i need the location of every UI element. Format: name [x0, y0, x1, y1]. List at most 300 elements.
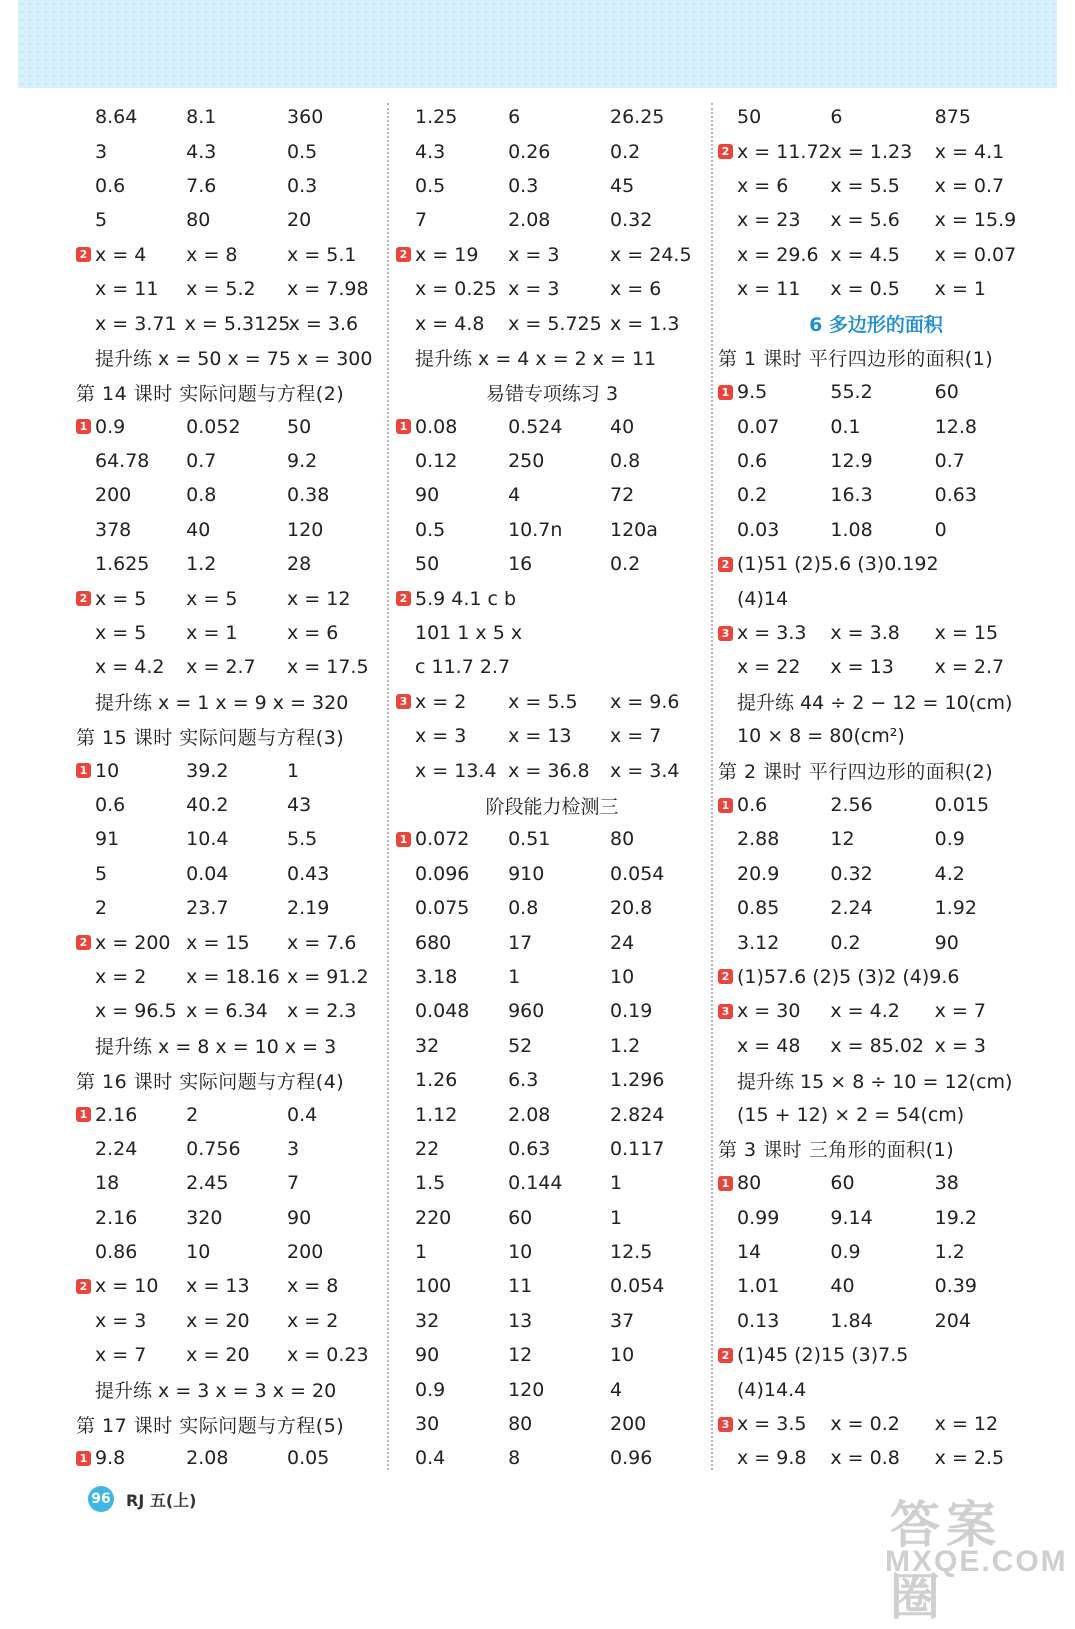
answer-cell: 0.05 [287, 1447, 330, 1470]
answer-cell: 0.26 [508, 140, 551, 163]
answer-row [718, 788, 1034, 822]
answer-cell: 32 [415, 1309, 440, 1332]
answer-cell: x = 2 [415, 690, 467, 713]
answer-cell: 1.26 [415, 1069, 458, 1092]
answer-cell: 90 [934, 931, 959, 954]
answer-cell: x = 2.7 [186, 656, 256, 679]
answer-row [76, 788, 384, 822]
question-number-badge: 1 [718, 798, 733, 813]
answer-cell: x = 13 [508, 725, 572, 748]
answer-row [718, 891, 1034, 925]
answer-cell: 32 [415, 1034, 440, 1057]
answer-cell: 1.01 [737, 1275, 780, 1298]
answer-column-1 [76, 100, 384, 1476]
unit-heading [718, 306, 1034, 340]
answer-cell: x = 2.7 [934, 656, 1005, 679]
answer-cell: x = 9.6 [610, 690, 680, 713]
question-marker [718, 1417, 737, 1432]
answer-cell: x = 7 [610, 725, 662, 748]
answer-cell: 0.9 [95, 415, 126, 438]
answer-row [76, 478, 384, 512]
answer-cell: 38 [934, 1172, 959, 1195]
answer-cell: x = 4.1 [934, 140, 1005, 163]
answer-cell: 4.3 [415, 140, 446, 163]
answer-cell: 9.2 [287, 450, 318, 473]
answer-row [76, 857, 384, 891]
answer-cell: x = 5.5 [830, 174, 900, 197]
lesson-heading [76, 1063, 384, 1097]
answer-cell: 10 [610, 1344, 635, 1367]
answer-cell: x = 5 [186, 587, 238, 610]
answer-row [718, 1269, 1034, 1303]
answer-cell: 20.8 [610, 897, 653, 920]
question-marker [76, 419, 95, 434]
answer-cell: 3 [95, 140, 108, 163]
answer-cell: x = 6 [737, 174, 789, 197]
question-marker [718, 1176, 737, 1191]
answer-cell: x = 200 [95, 931, 171, 954]
answer-cell: x = 36.8 [508, 759, 590, 782]
answer-row [76, 925, 384, 959]
answer-cell: x = 3.3 [737, 622, 807, 645]
answer-cell: 0.048 [415, 1000, 470, 1023]
answer-cell: 22 [415, 1137, 440, 1160]
question-number-badge: 1 [76, 1107, 91, 1122]
answer-cell: x = 1.3 [610, 312, 680, 335]
answer-cell: x = 24.5 [610, 243, 692, 266]
answer-cell: 72 [610, 484, 635, 507]
question-number-badge: 3 [718, 626, 733, 641]
question-marker [76, 247, 95, 262]
answer-cell: x = 15.9 [934, 209, 1017, 232]
answer-text: 阶段能力检测三 [485, 795, 619, 818]
answer-row [718, 960, 1034, 994]
answer-cell: x = 4 [95, 243, 147, 266]
answer-row [396, 994, 708, 1028]
answer-row [76, 994, 384, 1028]
answer-cell: x = 1.23 [830, 140, 913, 163]
answer-row [396, 1304, 708, 1338]
answer-cell: 2.56 [830, 794, 873, 816]
answer-cell: 3.18 [415, 965, 458, 988]
answer-cell: 0.8 [508, 897, 539, 920]
answer-cell: 7.6 [186, 174, 217, 197]
answer-cell: 1 [610, 1172, 623, 1195]
answer-cell: x = 85.02 [830, 1034, 925, 1057]
answer-row [396, 685, 708, 719]
answer-cell: x = 7.98 [287, 278, 369, 301]
answer-cell: 16 [508, 553, 533, 576]
answer-cell: 64.78 [95, 450, 150, 473]
answer-text: (15 + 12) × 2 = 54(cm) [737, 1103, 965, 1126]
lesson-heading [76, 1407, 384, 1441]
answer-cell: 52 [508, 1034, 533, 1057]
column-divider [711, 103, 713, 1470]
answer-cell: 0.756 [186, 1137, 241, 1160]
answer-cell: 60 [934, 381, 959, 404]
answer-cell: x = 5.725 [508, 312, 602, 335]
answer-row [76, 169, 384, 203]
answer-cell: 0.04 [186, 862, 229, 885]
answer-cell: x = 2.5 [934, 1447, 1005, 1470]
answer-text: 提升练 x = 8 x = 10 x = 3 [95, 1036, 337, 1059]
answer-cell: 0.096 [415, 862, 470, 885]
answer-cell: 60 [830, 1172, 855, 1195]
answer-cell: 0.054 [610, 1275, 665, 1298]
answer-cell: 200 [95, 484, 132, 507]
question-number-badge: 1 [396, 832, 411, 847]
answer-cell: 4.3 [186, 140, 217, 163]
answer-cell: 18 [95, 1172, 120, 1195]
answer-cell: 2.24 [830, 897, 873, 920]
answer-cell: 91 [95, 828, 120, 851]
answer-row [76, 1372, 384, 1406]
answer-column-2 [396, 100, 708, 1476]
answer-row [396, 925, 708, 959]
answer-cell: 0.9 [415, 1378, 446, 1401]
question-number-badge: 3 [718, 1004, 733, 1019]
answer-cell: 0.32 [830, 862, 873, 885]
answer-row [396, 857, 708, 891]
answer-cell: 9.8 [95, 1447, 126, 1470]
question-marker [76, 591, 95, 606]
answer-row [76, 616, 384, 650]
answer-cell: x = 48 [737, 1034, 801, 1057]
answer-cell: 10 [95, 759, 120, 782]
answer-cell: 0.4 [287, 1103, 318, 1126]
answer-cell: 40 [610, 415, 635, 438]
question-marker [396, 247, 415, 262]
answer-cell: 1 [508, 965, 521, 988]
answer-cell: 0.075 [415, 897, 470, 920]
answer-row [76, 1304, 384, 1338]
answer-row [718, 238, 1034, 272]
answer-cell: 1.84 [830, 1309, 873, 1332]
answer-cell: 12.8 [934, 415, 977, 438]
answer-row [718, 857, 1034, 891]
answer-cell: x = 7 [95, 1344, 147, 1367]
answer-cell: 378 [95, 518, 132, 541]
answer-cell: 0.2 [737, 484, 768, 507]
answer-cell: 0.9 [934, 828, 965, 851]
lesson-heading [76, 719, 384, 753]
answer-cell: 1.08 [830, 518, 873, 541]
answer-cell: x = 8 [287, 1275, 339, 1298]
answer-text: 提升练 x = 4 x = 2 x = 11 [415, 348, 657, 371]
answer-cell: 0.03 [737, 518, 780, 541]
answer-cell: 220 [415, 1206, 452, 1229]
answer-cell: x = 23 [737, 209, 801, 232]
answer-cell: x = 3.4 [610, 759, 680, 782]
answer-cell: 0.6 [95, 794, 126, 816]
answer-cell: x = 3 [934, 1034, 987, 1057]
answer-row [396, 238, 708, 272]
answer-text: 易错专项练习 3 [485, 382, 619, 405]
answer-row [396, 444, 708, 478]
answer-row [76, 1166, 384, 1200]
answer-cell: 90 [415, 1344, 440, 1367]
answer-cell: 0.63 [934, 484, 977, 507]
answer-row [76, 1338, 384, 1372]
answer-cell: 0.524 [508, 415, 563, 438]
answer-row [396, 134, 708, 168]
answer-cell: 1.5 [415, 1172, 446, 1195]
answer-row [396, 581, 708, 615]
practice-heading [396, 788, 708, 822]
answer-cell: 20.9 [737, 862, 780, 885]
answer-cell: 13 [508, 1309, 533, 1332]
answer-cell: 7 [415, 209, 428, 232]
answer-cell: 2.824 [610, 1103, 665, 1126]
page-number-badge: 96 [88, 1486, 114, 1512]
answer-cell: x = 5.1 [287, 243, 357, 266]
answer-row [396, 822, 708, 856]
answer-cell: 4 [508, 484, 521, 507]
question-marker [396, 419, 415, 434]
answer-cell: x = 5.6 [830, 209, 900, 232]
answer-row [396, 1372, 708, 1406]
answer-cell: 1 [610, 1206, 623, 1229]
answer-cell: x = 5.3125 [184, 312, 291, 335]
answer-cell: 250 [508, 450, 545, 473]
answer-cell: x = 12 [934, 1413, 999, 1436]
answer-row [718, 1063, 1034, 1097]
answer-cell: 23.7 [186, 897, 229, 920]
answer-cell: 0.3 [287, 174, 318, 197]
answer-row [718, 410, 1034, 444]
answer-cell: 0.8 [610, 450, 641, 473]
answer-row [718, 1338, 1034, 1372]
answer-cell: x = 30 [737, 1000, 801, 1023]
answer-text: 提升练 44 ÷ 2 − 12 = 10(cm) [737, 692, 1013, 715]
answer-cell: 40 [830, 1275, 855, 1298]
answer-cell: 50 [737, 106, 762, 129]
answer-row [76, 306, 384, 340]
answer-column-3 [718, 100, 1034, 1476]
answer-row [718, 1407, 1034, 1441]
answer-cell: x = 13 [830, 656, 894, 679]
answer-cell: 60 [508, 1206, 533, 1229]
answer-cell: 0.07 [737, 415, 780, 438]
answer-cell: x = 18.16 [186, 965, 280, 988]
answer-cell: x = 3.5 [737, 1413, 807, 1436]
answer-cell: 2.08 [508, 1103, 551, 1126]
answer-cell: 24 [610, 931, 635, 954]
answer-cell: 43 [287, 794, 312, 816]
answer-cell: 17 [508, 931, 533, 954]
answer-cell: 0.63 [508, 1137, 551, 1160]
answer-cell: 10.7n [508, 518, 563, 541]
answer-cell: 0.85 [737, 897, 780, 920]
answer-cell: 80 [508, 1413, 533, 1436]
answer-row [76, 891, 384, 925]
answer-row [718, 1372, 1034, 1406]
answer-cell: 5 [95, 209, 108, 232]
answer-row [76, 1269, 384, 1303]
answer-text: 提升练 15 × 8 ÷ 10 = 12(cm) [737, 1070, 1013, 1093]
answer-cell: 320 [186, 1206, 223, 1229]
answer-cell: 50 [415, 553, 440, 576]
answer-row [396, 1235, 708, 1269]
answer-cell: 0.144 [508, 1172, 563, 1195]
answer-cell: 875 [934, 106, 971, 129]
lesson-title: 第 15 课时 实际问题与方程(3) [76, 726, 345, 749]
question-number-badge: 1 [718, 1176, 733, 1191]
answer-row [718, 1304, 1034, 1338]
answer-cell: 0.052 [186, 415, 241, 438]
question-marker [718, 557, 737, 572]
answer-cell: x = 3 [508, 278, 560, 301]
answer-cell: 0.12 [415, 450, 458, 473]
answer-cell: 0.19 [610, 1000, 653, 1023]
answer-cell: 1.2 [186, 553, 217, 576]
answer-cell: 0.32 [610, 209, 653, 232]
answer-row [718, 1235, 1034, 1269]
answer-cell: 200 [287, 1241, 324, 1264]
answer-cell: 5 [95, 862, 108, 885]
question-number-badge: 2 [396, 247, 411, 262]
answer-cell: x = 9.8 [737, 1447, 807, 1470]
answer-row [718, 513, 1034, 547]
answer-cell: 0.08 [415, 415, 458, 438]
answer-cell: x = 15 [186, 931, 250, 954]
answer-row [718, 444, 1034, 478]
answer-cell: 12 [830, 828, 855, 851]
lesson-title: 第 1 课时 平行四边形的面积(1) [718, 348, 994, 371]
answer-cell: 2.19 [287, 897, 330, 920]
answer-cell: 0.7 [934, 450, 965, 473]
answer-text: (1)45 (2)15 (3)7.5 [737, 1344, 909, 1367]
question-number-badge: 2 [718, 969, 733, 984]
question-marker [396, 591, 415, 606]
answer-cell: x = 11 [95, 278, 159, 301]
answer-cell: x = 29.6 [737, 243, 819, 266]
lesson-title: 第 14 课时 实际问题与方程(2) [76, 382, 345, 405]
answer-cell: x = 2 [95, 965, 147, 988]
question-number-badge: 1 [718, 385, 733, 400]
answer-row [76, 547, 384, 581]
answer-cell: 200 [610, 1413, 647, 1436]
answer-cell: 2.08 [508, 209, 551, 232]
answer-row [718, 272, 1034, 306]
answer-row [396, 410, 708, 444]
answer-cell: 0 [934, 518, 947, 541]
watermark-url: MXQE.COM [885, 1545, 1068, 1578]
answer-cell: 12.5 [610, 1241, 653, 1264]
question-number-badge: 3 [718, 1417, 733, 1432]
answer-row [76, 1235, 384, 1269]
answer-row [76, 822, 384, 856]
answer-row [396, 616, 708, 650]
answer-cell: 0.5 [287, 140, 318, 163]
answer-row [718, 1166, 1034, 1200]
answer-cell: 1 [287, 759, 300, 782]
answer-cell: 19.2 [934, 1206, 977, 1229]
answer-cell: 910 [508, 862, 545, 885]
answer-cell: x = 11.72 [737, 140, 831, 163]
answer-row [718, 375, 1034, 409]
answer-cell: 9.5 [737, 381, 768, 404]
answer-cell: 8 [508, 1447, 521, 1470]
answer-cell: 2.16 [95, 1206, 138, 1229]
answer-cell: 0.4 [415, 1447, 446, 1470]
answer-cell: 14 [737, 1241, 762, 1264]
answer-cell: x = 17.5 [287, 656, 369, 679]
answer-cell: x = 96.5 [95, 1000, 177, 1023]
question-marker [76, 1107, 95, 1122]
answer-row [718, 203, 1034, 237]
answer-cell: 2.45 [186, 1172, 229, 1195]
answer-cell: x = 0.8 [830, 1447, 900, 1470]
lesson-title: 第 3 课时 三角形的面积(1) [718, 1139, 955, 1162]
watermark-text: 答案圈 [890, 1495, 1002, 1626]
answer-cell: 0.51 [508, 828, 551, 851]
answer-row [396, 1132, 708, 1166]
answer-cell: 80 [186, 209, 211, 232]
lesson-heading [76, 375, 384, 409]
answer-cell: 8.1 [186, 106, 217, 129]
answer-row [718, 925, 1034, 959]
answer-cell: 680 [415, 931, 452, 954]
answer-cell: 0.6 [737, 794, 768, 816]
answer-cell: 1 [415, 1241, 428, 1264]
answer-row [718, 1097, 1034, 1131]
answer-cell: 55.2 [830, 381, 873, 404]
answer-cell: 11 [508, 1275, 533, 1298]
answer-row [76, 581, 384, 615]
question-number-badge: 2 [718, 144, 733, 159]
answer-row [718, 616, 1034, 650]
answer-row [396, 272, 708, 306]
question-marker [718, 1004, 737, 1019]
answer-cell: 960 [508, 1000, 545, 1023]
answer-cell: 0.7 [186, 450, 217, 473]
answer-cell: x = 7 [934, 1000, 987, 1023]
answer-cell: 8.64 [95, 106, 138, 129]
answer-cell: x = 3 [95, 1309, 147, 1332]
answer-row [718, 685, 1034, 719]
answer-cell: 12.9 [830, 450, 873, 473]
answer-cell: 0.2 [830, 931, 861, 954]
answer-cell: 0.9 [830, 1241, 861, 1264]
answer-cell: x = 11 [737, 278, 801, 301]
answer-cell: 30 [415, 1413, 440, 1436]
answer-text: 提升练 x = 1 x = 9 x = 320 [95, 692, 349, 715]
question-marker [76, 763, 95, 778]
answer-row [396, 1097, 708, 1131]
answer-cell: x = 0.25 [415, 278, 497, 301]
answer-row [76, 1441, 384, 1475]
answer-cell: x = 3 [508, 243, 560, 266]
answer-cell: x = 0.2 [830, 1413, 900, 1436]
answer-text: 5.9 4.1 c b [415, 587, 517, 610]
answer-cell: x = 3.6 [288, 312, 359, 335]
answer-cell: 120 [508, 1378, 545, 1401]
answer-cell: x = 8 [186, 243, 238, 266]
answer-row [396, 891, 708, 925]
question-number-badge: 2 [76, 591, 91, 606]
answer-text: (1)51 (2)5.6 (3)0.192 [737, 553, 939, 576]
answer-text: 10 × 8 = 80(cm²) [737, 725, 905, 748]
answer-row [396, 1201, 708, 1235]
answer-cell: 0.86 [95, 1241, 138, 1264]
answer-row [396, 1407, 708, 1441]
answer-cell: 0.5 [415, 518, 446, 541]
answer-cell: x = 7.6 [287, 931, 357, 954]
answer-text: (1)57.6 (2)5 (3)2 (4)9.6 [737, 965, 960, 988]
answer-cell: x = 20 [186, 1309, 250, 1332]
answer-cell: x = 3 [415, 725, 467, 748]
